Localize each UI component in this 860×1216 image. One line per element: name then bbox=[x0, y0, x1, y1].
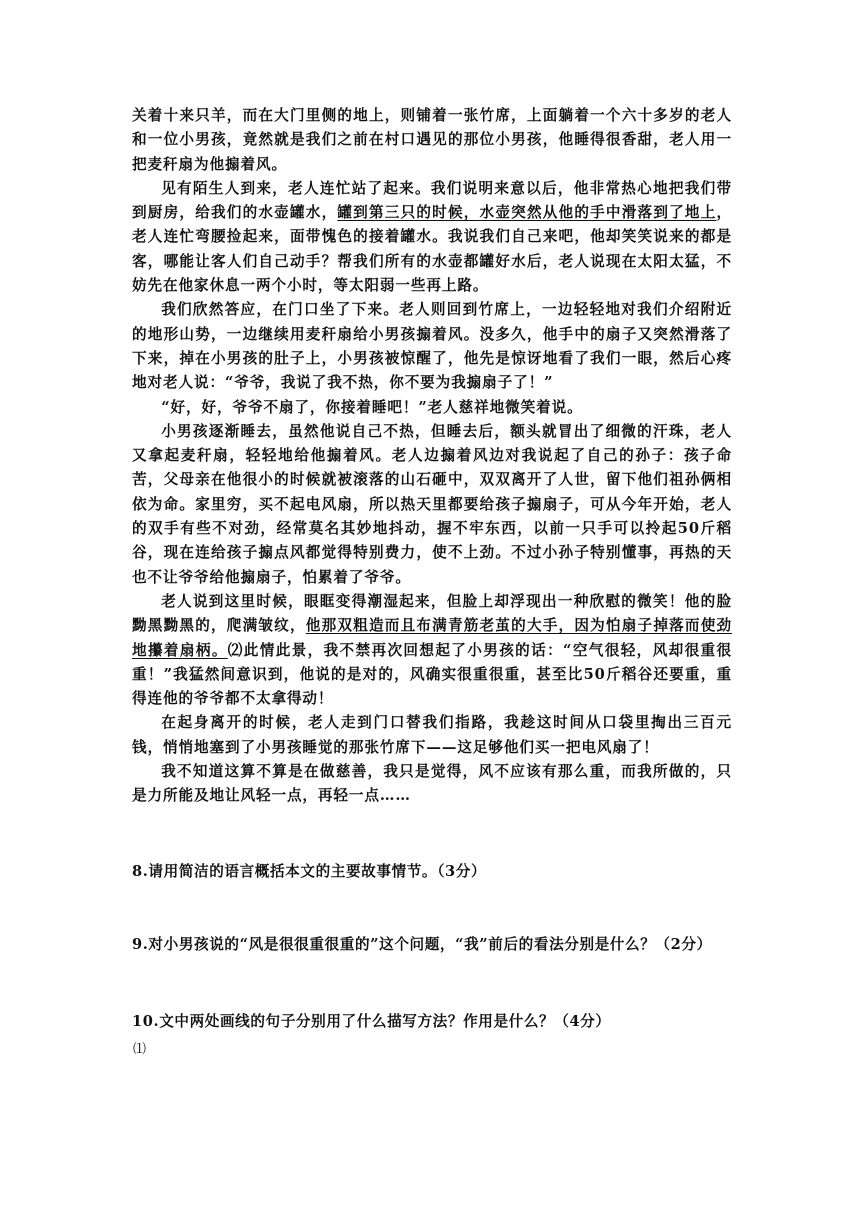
question-9: 9.对小男孩说的“风是很很重很重的”这个问题，“我”前后的看法分别是什么？（2分） bbox=[132, 936, 712, 953]
paragraph-6-text-a: 老人说到这里时候，眼眶变得潮湿起来，但脸上却浮现出一种欣慰的微笑！他的脸黝黑黝黑的，爬满皱纹， bbox=[132, 592, 732, 635]
paragraph-1: 关着十来只羊，而在大门里侧的地上，则铺着一张竹席，上面躺着一个六十多岁的老人和一位小男孩，竟然就是我们之前在村口遇见的那位小男孩，他睡得很香甜，老人用一把麦秆扇为他搧着风。 bbox=[132, 107, 732, 173]
question-8: 8.请用简洁的语言概括本文的主要故事情节。（3分） bbox=[132, 863, 487, 880]
paragraph-8: 我不知道这算不算是在做慈善，我只是觉得，风不应该有那么重，而我所做的，只是力所能及地让风轻一点，再轻一点…… bbox=[132, 763, 732, 805]
paragraph-6 bbox=[132, 590, 732, 711]
underlined-sentence-2: 他那双粗造而且布满青筋老茧的大手，因为怕扇子掉落而使劲地攥着扇柄。 bbox=[132, 617, 732, 659]
paragraph-4: “好，好，爷爷不扇了，你接着睡吧！”老人慈祥地微笑着说。 bbox=[161, 398, 583, 416]
paragraph-2-text-a: 见有陌生人到来，老人连忙站了起来。我们说明来意以后，他非常热心地把我们带到厨房，给我们的水壶罐水， bbox=[132, 179, 732, 222]
paragraph-7: 在起身离开的时候，老人走到门口替我们指路，我趁这时间从口袋里掏出三百元钱，悄悄地塞到了小男孩睡觉的那张竹席下——这足够他们买一把电风扇了！ bbox=[132, 714, 732, 756]
paragraph-6-text-b: ⑵此情此景，我不禁再次回想起了小男孩的话：“空气很轻，风却很重很重！”我猛然间意识到，他说的是对的，风确实很重很重，甚至比50斤稻谷还要重，重得连他的爷爷都不太拿得动！ bbox=[132, 641, 732, 708]
paragraph-2 bbox=[132, 177, 732, 298]
paragraph-5: 小男孩逐渐睡去，虽然他说自己不热，但睡去后，额头就冒出了细微的汗珠，老人又拿起麦秆扇，轻轻地给他搧着风。老人边搧着风边对我说起了自己的孙子：孩子命苦，父母亲在他很小的时候就被滚落的山石砸中，双双离开了人世，留下他们祖孙俩相依为命。家里穷，买不起电风扇，所以热天里都要给孩子搧扇子，可从今年开始，老人的双手有些不对劲，经常莫名其妙地抖动，握不牢东西，以前一只手可以拎起50斤稻谷，现在连给孩子搧点风都觉得特别费力，使不上劲。不过小孙子特别懂事，再热的天也不让爷爷给他搧扇子，怕累着了爷爷。 bbox=[132, 422, 732, 586]
paragraph-2-text-b: ，老人连忙弯腰捡起来，面带愧色的接着罐水。我说我们自己来吧，他却笑笑说来的都是客，哪能让客人们自己动手？帮我们所有的水壶都罐好水后，老人说现在太阳太猛，不妨先在他家休息一两个小时，等太阳弱一些再上路。 bbox=[132, 204, 733, 295]
paragraph-3: 我们欣然答应，在门口坐了下来。老人则回到竹席上，一边轻轻地对我们介绍附近的地形山势，一边继续用麦秆扇给小男孩搧着风。没多久，他手中的扇子又突然滑落了下来，掉在小男孩的肚子上，小男孩被惊醒了，他先是惊讶地看了我们一眼，然后心疼地对老人说：“爷爷，我说了我不热，你不要为我搧扇子了！” bbox=[132, 301, 732, 392]
reading-passage bbox=[132, 104, 732, 809]
question-10: 10.文中两处画线的句子分别用了什么描写方法？作用是什么？（4分） bbox=[132, 1013, 611, 1030]
question-10-subitem-1: ⑴ bbox=[133, 1042, 147, 1057]
underlined-sentence-1: 罐到第三只的时候，水壶突然从他的手中滑落到了地上 bbox=[337, 204, 717, 222]
